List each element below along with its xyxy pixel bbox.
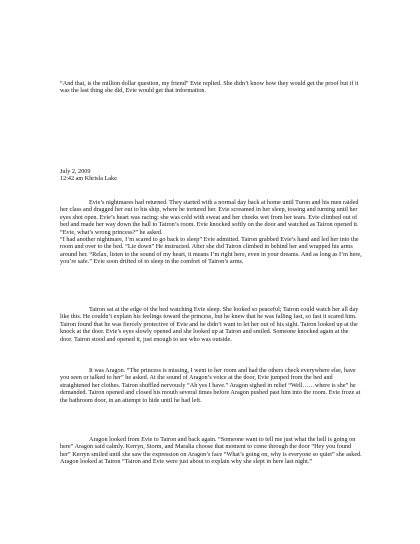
opening-paragraph: “And that, is the million dollar question, my friend” Evie replied. She didn’t know how they would get the proof but if it was the last thing she did, Evie would get that information. [60,80,359,95]
body-paragraph-1: Evie’s nightmares had returned. They started with a normal day back at home until Turon and his men raided her class and dragged her out to his ship, where he tortured her. Evie screamed in her sleep, tossing and turning until her eyes shot open. Evie’s heart was racing; she was cold with sweat and her cheeks wet from her tears. Evie climbed out of bed and made her way down the hall to Tairon’s room. Evie knocked softly on the door and watched as Tairon opened it. “Evie, what’s wrong princess?” he asked. [60,199,359,236]
body-paragraph-5: Aragon looked from Evie to Tairon and back again. “Someone want to tell me just what the hell is going on here” Aragon said calmly. Kerryn, Storm, and Maralia choose that moment to come through the door “Hey you found her” Kerryn smiled until she saw the expression on Aragon’s face “What’s going on, why is everyone so quiet” she asked. Aragon looked at Tairon “Tairon and Evie were just about to explain why she slept in here last night.” [60,436,362,466]
dateline-date: July 2, 2009 [60,168,91,175]
scene-section-2 [60,306,362,343]
body-paragraph-4: It was Aragon. “The princess is missing, I went to her room and had the others check everywhere else, have you seen or talked to her” he asked. At the sound of Aragon’s voice at the door, Evie jumped from the bed and straightened her clothes. Tairon shuffled nervously “Ah yes I have.” Aragon sighed in relief “Well……where is she” he demanded. Tairon opened and closed his mouth several times before Aragon pushed past him into the room. Evie froze at the bathroom door, in an attempt to hide until he had left. [60,367,361,404]
dateline-time-place: 12:42 am Khrisla Lake [60,175,117,183]
opening-paragraph-block [60,80,362,95]
scene-section-4 [60,436,362,466]
scene-section-3 [60,367,362,404]
scene-section-1 [60,199,362,266]
body-paragraph-3: Tairon sat at the edge of the bed watching Evie sleep. She looked so peaceful; Tairon could watch her all day like this. He couldn’t explain his feelings toward the princess, but he knew that he was falling fast, so fast it scared him. Tairon found that he was fiercely protective of Evie and he didn’t want to let her out of his sight. Tairon looked up at the knock at the door. Evie’s eyes slowly opened and she looked up at Tairon and smiled. Someone knocked again at the door. Tairon stood and opened it, just enough to see who was outside. [60,306,359,343]
body-paragraph-2: “I had another nightmare, I’m scared to go back to sleep” Evie admitted. Tairon grabbed Evie’s hand and led her into the room and over to the bed. “Lie down” He instructed. After she did Tairon climbed in behind her and wrapped his arms around her. “Relax, listen to the sound of my heart, it means I’m right here, even in your dreams. And as long as I’m here, you’re safe.” Evie soon drifted of to sleep in the comfort of Tairon’s arms. [60,236,362,266]
dateline [60,168,362,183]
